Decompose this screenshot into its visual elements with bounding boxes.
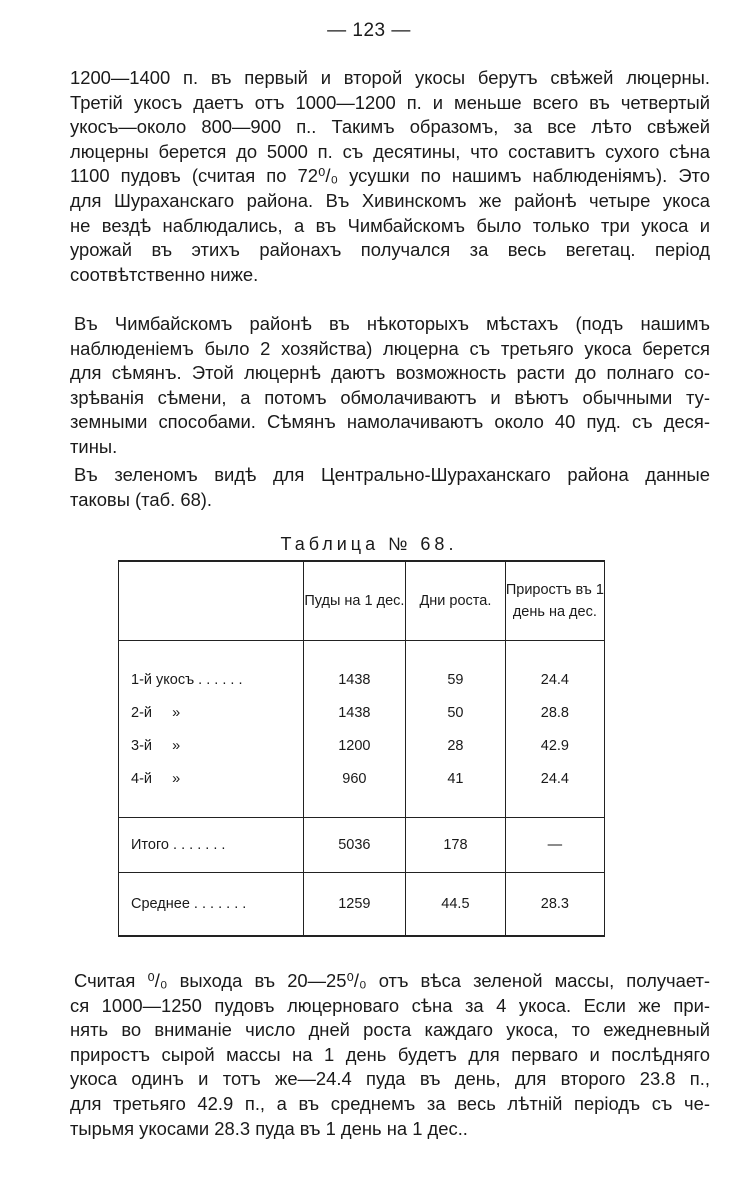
average-puds: 1259	[303, 873, 405, 937]
paragraph-4	[70, 969, 710, 1141]
total-label: Итого . . . . . . .	[119, 818, 304, 873]
cell-puds: 960	[303, 762, 405, 795]
average-growth: 28.3	[505, 873, 604, 937]
total-growth: —	[505, 818, 604, 873]
table-spacer-row	[119, 795, 605, 818]
text-line: приростъ сырой массы на 1 день будетъ для перваго и послѣдняго	[70, 1043, 710, 1065]
row-label: 2-й »	[119, 696, 304, 729]
cell-growth: 42.9	[505, 729, 604, 762]
header-cell-puds: Пуды на 1 дес.	[303, 561, 405, 641]
text-line: тины.	[70, 435, 118, 457]
header-cell-days: Дни роста.	[406, 561, 506, 641]
text-line: урожай въ этихъ районахъ получался за весь вегетац. період	[70, 239, 710, 261]
text-line: наблюденіемъ было 2 хозяйства) люцерна съ третьяго укоса берется	[70, 337, 710, 359]
table-total-row	[119, 818, 605, 873]
cell-growth: 24.4	[505, 762, 604, 795]
text-line: укоса одинъ и тотъ же—24.4 пуда въ день, для второго 23.8 п.,	[70, 1068, 710, 1090]
paragraph-1	[70, 66, 710, 287]
text-line: 1200—1400 п. въ первый и второй укосы берутъ свѣжей люцерны.	[70, 67, 710, 88]
total-puds: 5036	[303, 818, 405, 873]
text-line: Въ Чимбайскомъ районѣ въ нѣкоторыхъ мѣстахъ (подъ нашимъ	[74, 313, 710, 334]
text-line: для сѣмянъ. Этой люцернѣ даютъ возможность расти до полнаго со-	[70, 362, 710, 384]
cell-days: 59	[406, 663, 506, 696]
text-line: Считая ⁰/₀ выхода въ 20—25⁰/₀ отъ вѣса зеленой массы, получает-	[74, 970, 710, 991]
cell-puds: 1438	[303, 696, 405, 729]
row-label: 1-й укосъ . . . . . .	[119, 663, 304, 696]
text-line: зрѣванія сѣмени, а потомъ обмолачиваютъ и вѣютъ обычными ту-	[70, 386, 710, 408]
cell-days: 28	[406, 729, 506, 762]
cell-puds: 1438	[303, 663, 405, 696]
table-row	[119, 696, 605, 729]
average-label: Среднее . . . . . . .	[119, 873, 304, 937]
text-line: нять во вниманіе число дней роста каждаго укоса, то ежедневный	[70, 1019, 710, 1041]
page-number: — 123 —	[327, 20, 411, 41]
table-row	[119, 663, 605, 696]
cell-days: 41	[406, 762, 506, 795]
text-line: 1100 пудовъ (считая по 72⁰/₀ усушки по нашимъ наблюденіямъ). Это	[70, 165, 710, 187]
header-cell-label	[119, 561, 304, 641]
text-line: ся 1000—1250 пудовъ люцерноваго сѣна за 4 укоса. Если же при-	[70, 994, 710, 1016]
text-line: таковы (таб. 68).	[70, 488, 213, 510]
text-line: Въ зеленомъ видѣ для Центрально-Шураханскаго района данные	[74, 464, 710, 485]
cell-days: 50	[406, 696, 506, 729]
table-average-row	[119, 873, 605, 937]
data-table	[118, 560, 605, 937]
text-line: не вездѣ наблюдались, а въ Чимбайскомъ было только три укоса и	[70, 214, 710, 236]
text-line: тырьмя укосами 28.3 пуда въ 1 день на 1 дес..	[70, 1117, 468, 1139]
row-label: 3-й »	[119, 729, 304, 762]
paragraph-2	[70, 312, 710, 460]
table-title: Таблица № 68.	[280, 534, 458, 554]
header-cell-growth: Приростъ въ 1 день на дес.	[505, 561, 604, 641]
text-line: соотвѣтственно ниже.	[70, 263, 259, 285]
paragraph-3	[70, 463, 710, 512]
text-line: Третій укосъ даетъ отъ 1000—1200 п. и меньше всего въ четвертый	[70, 91, 710, 113]
cell-puds: 1200	[303, 729, 405, 762]
cell-growth: 28.8	[505, 696, 604, 729]
text-line: укосъ—около 800—900 п.. Такимъ образомъ, за все лѣто свѣжей	[70, 116, 710, 138]
text-line: люцерны берется до 5000 п. съ десятины, что составитъ сухого сѣна	[70, 140, 710, 162]
cell-growth: 24.4	[505, 663, 604, 696]
total-days: 178	[406, 818, 506, 873]
table-row	[119, 762, 605, 795]
table-row	[119, 729, 605, 762]
text-line: земными способами. Сѣмянъ намолачиваютъ около 40 пуд. съ деся-	[70, 411, 710, 433]
text-line: для Шураханскаго района. Въ Хивинскомъ же районѣ четыре укоса	[70, 189, 710, 211]
table-header-row	[119, 561, 605, 641]
table-spacer-row	[119, 641, 605, 664]
average-days: 44.5	[406, 873, 506, 937]
row-label: 4-й »	[119, 762, 304, 795]
text-line: для третьяго 42.9 п., а въ среднемъ за весь лѣтній періодъ съ че-	[70, 1092, 710, 1114]
